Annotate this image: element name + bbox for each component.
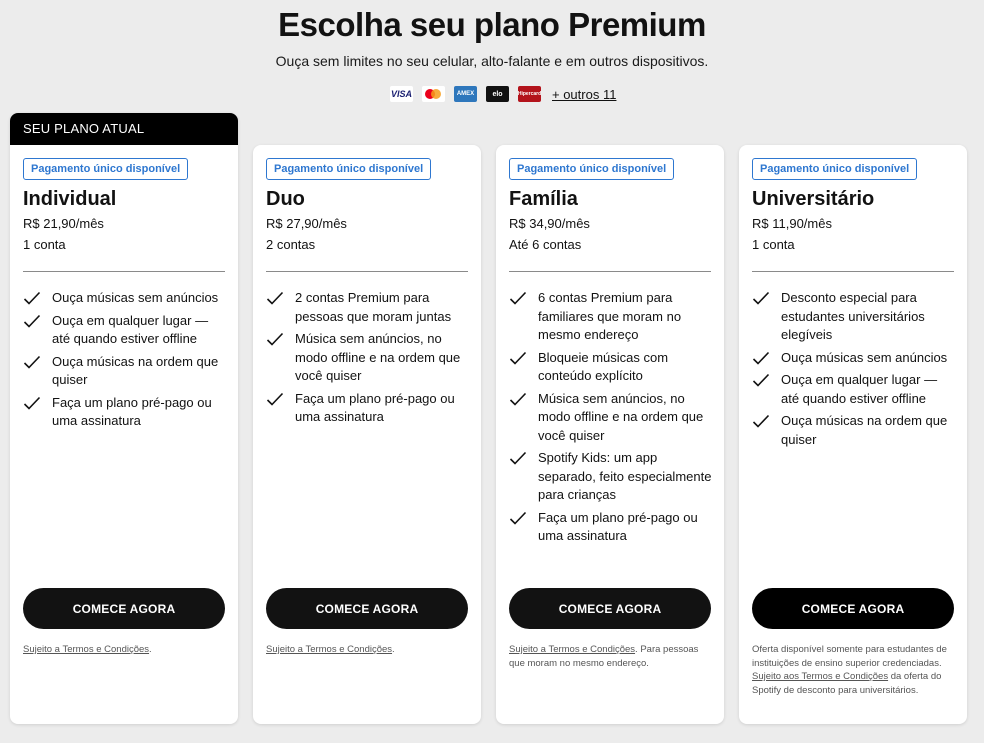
- plan-accounts: Até 6 contas: [509, 237, 582, 252]
- start-now-button[interactable]: COMECE AGORA: [23, 588, 225, 629]
- feature-item: [23, 289, 228, 308]
- terms-link[interactable]: Sujeito a Termos e Condições: [23, 644, 150, 655]
- feature-text: 6 contas Premium para familiares que moram no mesmo endereço: [538, 290, 682, 342]
- single-payment-badge: Pagamento único disponível: [509, 158, 674, 180]
- plan-card-individual: [10, 113, 238, 724]
- check-icon: [509, 349, 538, 386]
- elo-icon: elo: [486, 86, 509, 102]
- plan-card-universitario: [739, 145, 967, 724]
- plan-accounts: 1 conta: [752, 237, 795, 252]
- hipercard-icon: Hipercard: [518, 86, 541, 102]
- plan-price: R$ 11,90/mês: [752, 216, 832, 231]
- start-now-button[interactable]: COMECE AGORA: [752, 588, 954, 629]
- check-icon: [509, 289, 538, 345]
- feature-item: [752, 371, 957, 408]
- feature-text: Bloqueie músicas com conteúdo explícito: [538, 349, 669, 383]
- divider: [752, 271, 954, 272]
- feature-text: Ouça músicas na ordem que quiser: [781, 413, 948, 447]
- terms-link[interactable]: Sujeito a Termos e Condições: [266, 644, 393, 655]
- terms-text: [266, 643, 469, 657]
- feature-item: [509, 349, 714, 386]
- terms-text: [509, 643, 712, 670]
- plan-name: Duo: [266, 188, 305, 210]
- plan-name: Família: [509, 188, 578, 210]
- terms-link[interactable]: Sujeito aos Termos e Condições: [752, 671, 889, 682]
- terms-rest: . Para pessoas que moram no mesmo endereço.: [509, 644, 699, 669]
- feature-item: [752, 289, 957, 345]
- plan-accounts: 2 contas: [266, 237, 316, 252]
- mastercard-icon: [422, 86, 445, 102]
- feature-text: Ouça músicas sem anúncios: [781, 349, 948, 365]
- feature-text: Ouça em qualquer lugar — até quando estiver offline: [52, 312, 209, 346]
- feature-text: Spotify Kids: um app separado, feito especialmente para crianças: [538, 450, 712, 502]
- feature-text: Ouça músicas na ordem que quiser: [52, 353, 219, 387]
- check-icon: [23, 394, 52, 431]
- terms-pre: Oferta disponível somente para estudantes de instituições de ensino superior credenciadas.: [752, 644, 947, 669]
- payment-methods: [390, 84, 616, 104]
- feature-text: Desconto especial para estudantes universitários elegíveis: [781, 290, 925, 342]
- plan-card-duo: [253, 145, 481, 724]
- terms-rest: .: [392, 644, 395, 655]
- check-icon: [266, 390, 295, 427]
- feature-text: Faça um plano pré-pago ou uma assinatura: [538, 509, 698, 543]
- feature-list: [23, 289, 228, 435]
- terms-link[interactable]: Sujeito a Termos e Condições: [509, 644, 636, 655]
- feature-item: [509, 390, 714, 446]
- feature-item: [752, 349, 957, 368]
- feature-item: [23, 353, 228, 390]
- current-plan-banner: SEU PLANO ATUAL: [10, 113, 238, 145]
- divider: [23, 271, 225, 272]
- check-icon: [23, 289, 52, 308]
- check-icon: [509, 509, 538, 546]
- terms-text: [752, 643, 955, 697]
- terms-rest: .: [149, 644, 152, 655]
- feature-list: [752, 289, 957, 453]
- feature-text: Ouça músicas sem anúncios: [52, 290, 219, 305]
- check-icon: [752, 349, 781, 368]
- plan-accounts: 1 conta: [23, 237, 66, 252]
- feature-text: Música sem anúncios, no modo offline e na ordem que você quiser: [295, 331, 461, 383]
- check-icon: [266, 330, 295, 386]
- feature-item: [23, 394, 228, 431]
- check-icon: [752, 371, 781, 408]
- feature-text: 2 contas Premium para pessoas que moram juntas: [295, 290, 452, 324]
- feature-item: [266, 330, 471, 386]
- visa-icon: VISA: [390, 86, 413, 102]
- feature-item: [752, 412, 957, 449]
- feature-text: Faça um plano pré-pago ou uma assinatura: [52, 394, 212, 428]
- terms-text: [23, 643, 226, 657]
- feature-item: [266, 390, 471, 427]
- single-payment-badge: Pagamento único disponível: [266, 158, 431, 180]
- single-payment-badge: Pagamento único disponível: [23, 158, 188, 180]
- divider: [266, 271, 468, 272]
- feature-item: [23, 312, 228, 349]
- divider: [509, 271, 711, 272]
- single-payment-badge: Pagamento único disponível: [752, 158, 917, 180]
- check-icon: [509, 449, 538, 505]
- feature-item: [509, 289, 714, 345]
- page-subtitle: Ouça sem limites no seu celular, alto-falante e em outros dispositivos.: [275, 53, 709, 69]
- check-icon: [266, 289, 295, 326]
- start-now-button[interactable]: COMECE AGORA: [266, 588, 468, 629]
- feature-item: [509, 449, 714, 505]
- check-icon: [752, 412, 781, 449]
- feature-text: Música sem anúncios, no modo offline e na ordem que você quiser: [538, 390, 704, 443]
- plan-price: R$ 21,90/mês: [23, 216, 104, 231]
- more-payment-methods-link[interactable]: + outros 11: [552, 86, 617, 102]
- feature-text: Ouça em qualquer lugar — até quando estiver offline: [781, 372, 938, 406]
- check-icon: [509, 390, 538, 446]
- feature-text: Faça um plano pré-pago ou uma assinatura: [295, 390, 455, 424]
- check-icon: [23, 312, 52, 349]
- feature-item: [509, 509, 714, 546]
- terms-rest: da oferta do Spotify de desconto para universitários.: [752, 671, 942, 696]
- plan-name: Universitário: [752, 188, 875, 210]
- plan-price: R$ 27,90/mês: [266, 216, 347, 231]
- amex-icon: AMEX: [454, 86, 477, 102]
- plan-card-familia: [496, 145, 724, 724]
- start-now-button[interactable]: COMECE AGORA: [509, 588, 711, 629]
- feature-item: [266, 289, 471, 326]
- feature-list: [266, 289, 471, 431]
- plan-price: R$ 34,90/mês: [509, 216, 590, 231]
- feature-list: [509, 289, 714, 550]
- check-icon: [23, 353, 52, 390]
- check-icon: [752, 289, 781, 345]
- plan-name: Individual: [23, 188, 117, 210]
- page-title: Escolha seu plano Premium: [278, 6, 706, 43]
